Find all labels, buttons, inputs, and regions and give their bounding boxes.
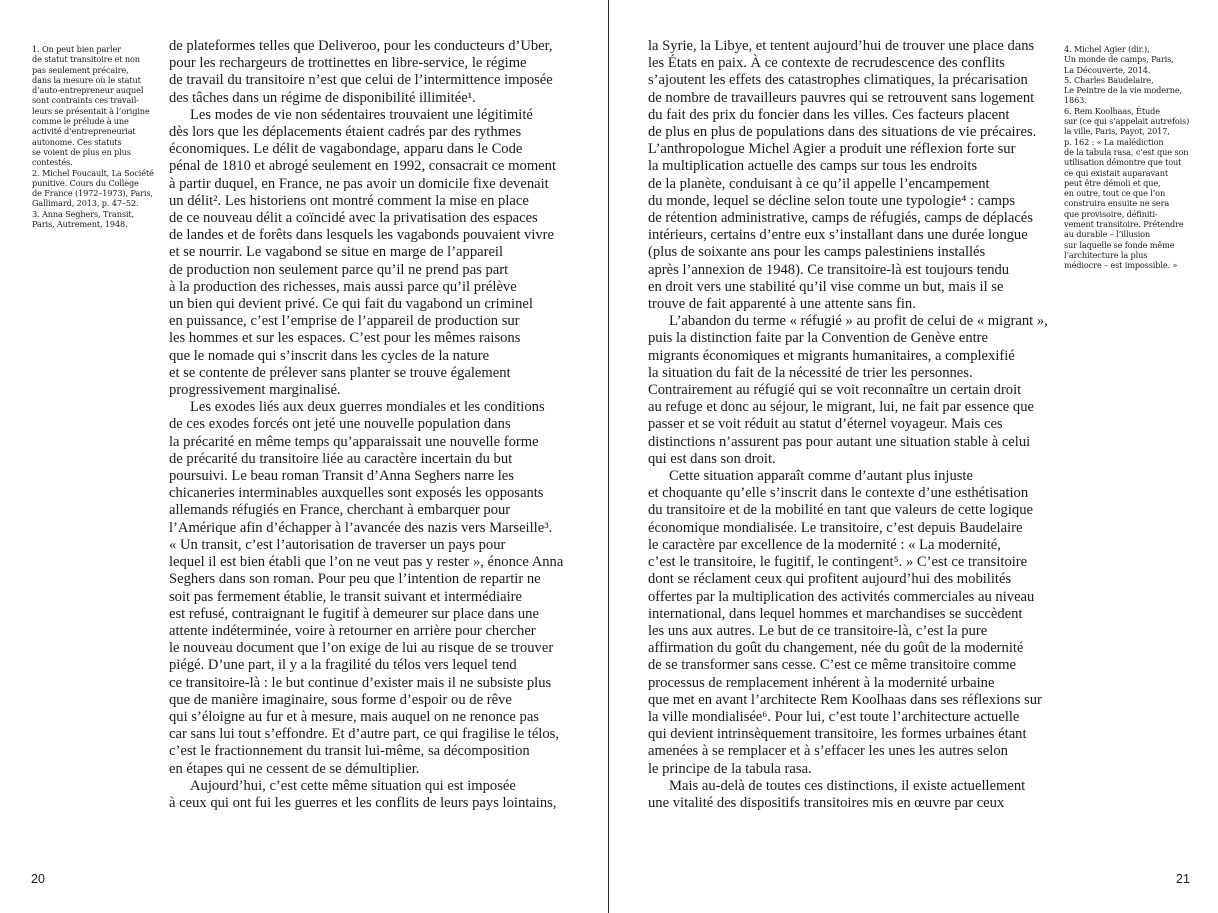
text-line: lequel il est bien établi que l’on ne veut pas y rester », énonce Anna bbox=[169, 554, 564, 571]
footnote-line: se voient de plus en plus bbox=[32, 146, 131, 157]
footnote-line: sur laquelle se fonde même bbox=[1064, 239, 1175, 250]
text-line: du fait des prix du foncier dans les villes. Ces facteurs placent bbox=[648, 106, 1010, 123]
text-line: à ceux qui ont fui les guerres et les conflits de leurs pays lointains, bbox=[169, 794, 557, 811]
left-margin-footnotes bbox=[32, 44, 154, 229]
footnote-line: 6. Rem Koolhaas, Étude bbox=[1064, 105, 1160, 116]
footnote-line: comme le prélude à une bbox=[32, 116, 129, 127]
footnote-line: Le Peintre de la vie moderne, bbox=[1064, 85, 1182, 96]
text-line: c’est le transitoire, le fugitif, le contingent⁵. » C’est ce transitoire bbox=[648, 554, 1028, 571]
footnote-line: d’auto-entrepreneur auquel bbox=[32, 85, 144, 96]
footnote-line: utilisation démontre que tout bbox=[1064, 157, 1182, 168]
text-line: la Syrie, la Libye, et tentent aujourd’hui de trouver une place dans bbox=[648, 38, 1035, 54]
text-line: au refuge et donc au séjour, le migrant, lui, ne fait par essence que bbox=[648, 399, 1034, 416]
text-line: s’ajoutent les effets des catastrophes climatiques, la précarisation bbox=[648, 72, 1028, 89]
footnote-line: que provisoire, définiti- bbox=[1064, 208, 1158, 219]
text-line: pour les rechargeurs de trottinettes en libre-service, le régime bbox=[169, 55, 527, 72]
text-line: de landes et de forêts dans lesquels les vagabonds pouvaient vivre bbox=[169, 227, 555, 244]
text-line: trouve de fait apparenté à une attente sans fin. bbox=[648, 296, 916, 313]
text-line: passer et se voit réduit au statut d’éternel voyageur. Mais ces bbox=[648, 416, 1003, 433]
text-line: les États en paix. À ce contexte de recrudescence des conflits bbox=[648, 55, 1005, 72]
text-line: puis la distinction faite par la Convention de Genève entre bbox=[648, 330, 989, 347]
footnote-line: 3. Anna Seghers, Transit, bbox=[32, 208, 134, 219]
footnote-line: 5. Charles Baudelaire, bbox=[1064, 74, 1154, 85]
footnote-line: peut être démoli et que, bbox=[1064, 177, 1161, 188]
text-line: affirmation du goût du changement, née du goût de la modernité bbox=[648, 640, 1024, 657]
footnote-line: leurs se présentait à l’origine bbox=[32, 105, 150, 116]
text-line: allemands réfugiés en France, cherchant à embarquer pour bbox=[169, 502, 511, 519]
text-line: de se transformer sans cesse. C’est ce même transitoire comme bbox=[648, 657, 1016, 674]
text-line: les hommes et sur les espaces. C’est pour les mêmes raisons bbox=[169, 330, 521, 347]
text-line: pénal de 1810 et abrogé seulement en 1992, consacrait ce moment bbox=[169, 158, 556, 175]
footnote-line: pas seulement précaire, bbox=[32, 64, 129, 75]
footnote-line: punitive. Cours du Collège bbox=[32, 177, 139, 188]
footnote-line: en outre, tout ce que l’on bbox=[1064, 188, 1166, 199]
text-line: la précarité en même temps qu’apparaissait une nouvelle forme bbox=[169, 433, 539, 450]
text-line: une vitalité des dispositifs transitoires mis en œuvre par ceux bbox=[648, 794, 1005, 811]
text-line: international, dans lequel hommes et marchandises se succèdent bbox=[648, 605, 1023, 622]
text-line: distinctions n’assurent pas pour autant une situation stable à celui bbox=[648, 433, 1031, 450]
text-line: Seghers dans son roman. Pour peu que l’intention de repartir ne bbox=[169, 571, 541, 588]
text-line: l’Amérique afin d’échapper à l’avancée des nazis vers Marseille³. bbox=[169, 519, 553, 536]
text-line: migrants économiques et migrants humanitaires, a complexifié bbox=[648, 347, 1015, 364]
footnote-line: l’architecture la plus bbox=[1064, 249, 1148, 260]
text-line: que de manière imaginaire, sous forme d’espoir ou de rêve bbox=[169, 691, 512, 708]
text-line: processus de remplacement inhérent à la modernité urbaine bbox=[648, 674, 995, 691]
text-line: de rétention administrative, camps de réfugiés, camps de déplacés bbox=[648, 210, 1033, 227]
text-line: Aujourd’hui, c’est cette même situation qui est imposée bbox=[190, 777, 516, 794]
footnote-line: La Découverte, 2014. bbox=[1064, 64, 1151, 75]
footnote-line: dans la mesure où le statut bbox=[32, 74, 141, 85]
text-line: après l’annexion de 1948). Ce transitoire-là est toujours tendu bbox=[648, 261, 1010, 278]
page-number-left: 20 bbox=[31, 872, 45, 886]
text-line: chicaneries interminables auxquelles sont exposés les opposants bbox=[169, 485, 544, 502]
footnote-line: activité d’entrepreneuriat bbox=[32, 126, 136, 137]
footnote-line: Paris, Autrement, 1948. bbox=[32, 219, 128, 230]
text-line: la situation du fait de la nécessité de trier les personnes. bbox=[648, 364, 973, 381]
text-line: en puissance, c’est l’emprise de l’appareil de production sur bbox=[169, 313, 520, 330]
footnote-line: médiocre – est impossible. » bbox=[1064, 260, 1178, 271]
text-line: intérieurs, certains d’entre eux s’installant dans une durée longue bbox=[648, 227, 1028, 244]
text-line: Mais au-delà de toutes ces distinctions, il existe actuellement bbox=[669, 777, 1026, 794]
text-line: qui s’éloigne au fur et à mesure, mais auquel on ne renonce pas bbox=[169, 708, 539, 725]
text-line: qui est dans son droit. bbox=[648, 450, 776, 467]
footnote-line: de statut transitoire et non bbox=[32, 54, 140, 65]
text-line: soit pas fermement établie, le transit suivant et intermédiaire bbox=[169, 588, 522, 605]
footnote-line: 4. Michel Agier (dir.), bbox=[1064, 44, 1150, 54]
footnote-line: au durable – l’illusion bbox=[1064, 229, 1150, 240]
page-number-right: 21 bbox=[1176, 872, 1190, 886]
text-line: que met en avant l’architecte Rem Koolhaas dans ses réflexions sur bbox=[648, 691, 1042, 708]
text-line: le nouveau document que l’on exige de lui au risque de se trouver bbox=[169, 640, 554, 657]
text-line: de ce nouveau délit a coïncidé avec la privatisation des espaces bbox=[169, 210, 538, 227]
footnote-line: autonome. Ces statuts bbox=[32, 136, 122, 147]
text-line: L’anthropologue Michel Agier a produit une réflexion forte sur bbox=[648, 141, 1016, 158]
text-line: et se nourrir. Le vagabond se situe en marge de l’appareil bbox=[169, 244, 504, 261]
text-line: un délit². Les historiens ont montré comment la mise en place bbox=[169, 192, 529, 209]
text-line: que le nomade qui s’inscrit dans les cycles de la nature bbox=[169, 347, 490, 364]
footnote-line: contestés. bbox=[32, 157, 73, 168]
footnote-line: sont contraints ces travail- bbox=[32, 95, 139, 106]
footnote-line: Un monde de camps, Paris, bbox=[1064, 54, 1174, 65]
footnote-line: la ville, Paris, Payot, 2017, bbox=[1064, 126, 1170, 137]
text-line: car sans lui tout s’effondre. Et d’autre part, ce qui fragilise le télos, bbox=[169, 726, 559, 743]
text-line: poursuivi. Le beau roman Transit d’Anna Seghers narre les bbox=[169, 468, 514, 485]
text-line: de nombre de travailleurs pauvres qui se retrouvent sans logement bbox=[648, 89, 1035, 106]
text-line: Cette situation apparaît comme d’autant plus injuste bbox=[669, 468, 973, 485]
text-line: le principe de la tabula rasa. bbox=[648, 760, 812, 777]
text-line: des tâches dans un régime de disponibilité illimitée¹. bbox=[169, 89, 476, 106]
footnote-line: construira ensuite ne sera bbox=[1064, 198, 1170, 209]
text-line: du transitoire et de la mobilité en tant que valeurs de cette logique bbox=[648, 502, 1033, 519]
footnote-line: p. 162 : « La malédiction bbox=[1064, 136, 1164, 147]
footnote-line: vement transitoire. Prétendre bbox=[1064, 219, 1184, 230]
text-line: dès lors que les déplacements étaient cadrés par des rythmes bbox=[169, 124, 522, 141]
footnote-line: sur (ce qui s’appelait autrefois) bbox=[1064, 116, 1190, 127]
page-gutter-divider bbox=[608, 0, 609, 913]
text-line: de précarité du transitoire liée au caractère incertain du but bbox=[169, 450, 513, 467]
text-line: le caractère par excellence de la modernité : « La modernité, bbox=[648, 536, 1001, 553]
text-line: (plus de soixante ans pour les camps palestiniens installés bbox=[648, 244, 986, 261]
text-line: un bien qui devient privé. Ce qui fait du vagabond un criminel bbox=[169, 296, 533, 313]
text-line: Contrairement au réfugié qui se voit reconnaître un certain droit bbox=[648, 382, 1022, 399]
text-line: amenées à se remplacer et à s’effacer les unes les autres selon bbox=[648, 743, 1008, 760]
right-page-body-text bbox=[648, 38, 1052, 812]
text-line: et se contente de prélever sans planter se trouve également bbox=[169, 364, 511, 381]
text-line: ce transitoire-là : le but continue d’exister mais il ne subsiste plus bbox=[169, 674, 552, 691]
text-line: et choquante qu’elle s’inscrit dans le contexte d’une esthétisation bbox=[648, 485, 1029, 502]
text-line: en étapes qui ne cessent de se démultiplier. bbox=[169, 760, 420, 777]
text-line: offertes par la multiplication des activités commerciales au niveau bbox=[648, 588, 1035, 605]
footnote-line: de France (1972–1973), Paris, bbox=[32, 188, 153, 199]
text-line: progressivement marginalisé. bbox=[169, 382, 341, 399]
footnote-line: 2. Michel Foucault, La Société bbox=[32, 167, 154, 178]
footnote-line: de la tabula rasa, c’est que son bbox=[1064, 146, 1189, 157]
text-line: c’est le fractionnement du transit lui-même, sa décomposition bbox=[169, 743, 530, 760]
left-page-body-text bbox=[169, 38, 569, 812]
footnote-line: ce qui existait auparavant bbox=[1064, 167, 1168, 178]
text-line: de plateformes telles que Deliveroo, pour les conducteurs d’Uber, bbox=[169, 38, 553, 54]
text-line: « Un transit, c’est l’autorisation de traverser un pays pour bbox=[169, 536, 506, 553]
footnote-line: Gallimard, 2013, p. 47–52. bbox=[32, 198, 139, 209]
text-line: est refusé, contraignant le fugitif à demeurer sur place dans une bbox=[169, 605, 539, 622]
text-line: la multiplication actuelle des camps sur tous les endroits bbox=[648, 158, 978, 175]
text-line: piégé. D’une part, il y a la fragilité du télos vers lequel tend bbox=[169, 657, 517, 674]
text-line: Les modes de vie non sédentaires trouvaient une légitimité bbox=[190, 106, 533, 123]
text-line: de travail du transitoire n’est que celui de l’intermittence imposée bbox=[169, 72, 553, 89]
text-line: de production non seulement parce qu’il ne prend pas part bbox=[169, 261, 509, 278]
text-line: économique mondialisée. Le transitoire, c’est depuis Baudelaire bbox=[648, 519, 1023, 536]
text-line: de plus en plus de populations dans des situations de vie précaires. bbox=[648, 124, 1037, 141]
text-line: L’abandon du terme « réfugié » au profit de celui de « migrant », bbox=[669, 313, 1048, 330]
text-line: à la production des richesses, mais aussi parce qu’il prélève bbox=[169, 278, 517, 295]
text-line: qui devient intrinsèquement transitoire, les formes urbaines étant bbox=[648, 726, 1027, 743]
text-line: Les exodes liés aux deux guerres mondiales et les conditions bbox=[190, 399, 545, 416]
text-line: attente indéterminée, voire à retourner en arrière pour chercher bbox=[169, 622, 536, 639]
text-line: de la planète, conduisant à ce qu’il appelle l’encampement bbox=[648, 175, 990, 192]
text-line: en droit vers une stabilité qu’il vise comme un but, mais il se bbox=[648, 278, 1004, 295]
footnote-line: 1863. bbox=[1064, 95, 1087, 106]
text-line: la ville mondialisée⁶. Pour lui, c’est toute l’architecture actuelle bbox=[648, 708, 1020, 725]
text-line: dont se réclament ceux qui profitent aujourd’hui des mobilités bbox=[648, 571, 1012, 588]
text-line: de ces exodes forcés ont jeté une nouvelle population dans bbox=[169, 416, 511, 433]
text-line: économiques. Le délit de vagabondage, apparu dans le Code bbox=[169, 141, 523, 158]
footnote-line: 1. On peut bien parler bbox=[32, 44, 121, 54]
text-line: du monde, lequel se décline selon toute une typologie⁴ : camps bbox=[648, 192, 1016, 209]
right-margin-footnotes bbox=[1064, 44, 1189, 271]
text-line: à partir duquel, en France, ne pas avoir un domicile fixe devenait bbox=[169, 175, 549, 192]
text-line: les uns aux autres. Le but de ce transitoire-là, c’est la pure bbox=[648, 622, 988, 639]
